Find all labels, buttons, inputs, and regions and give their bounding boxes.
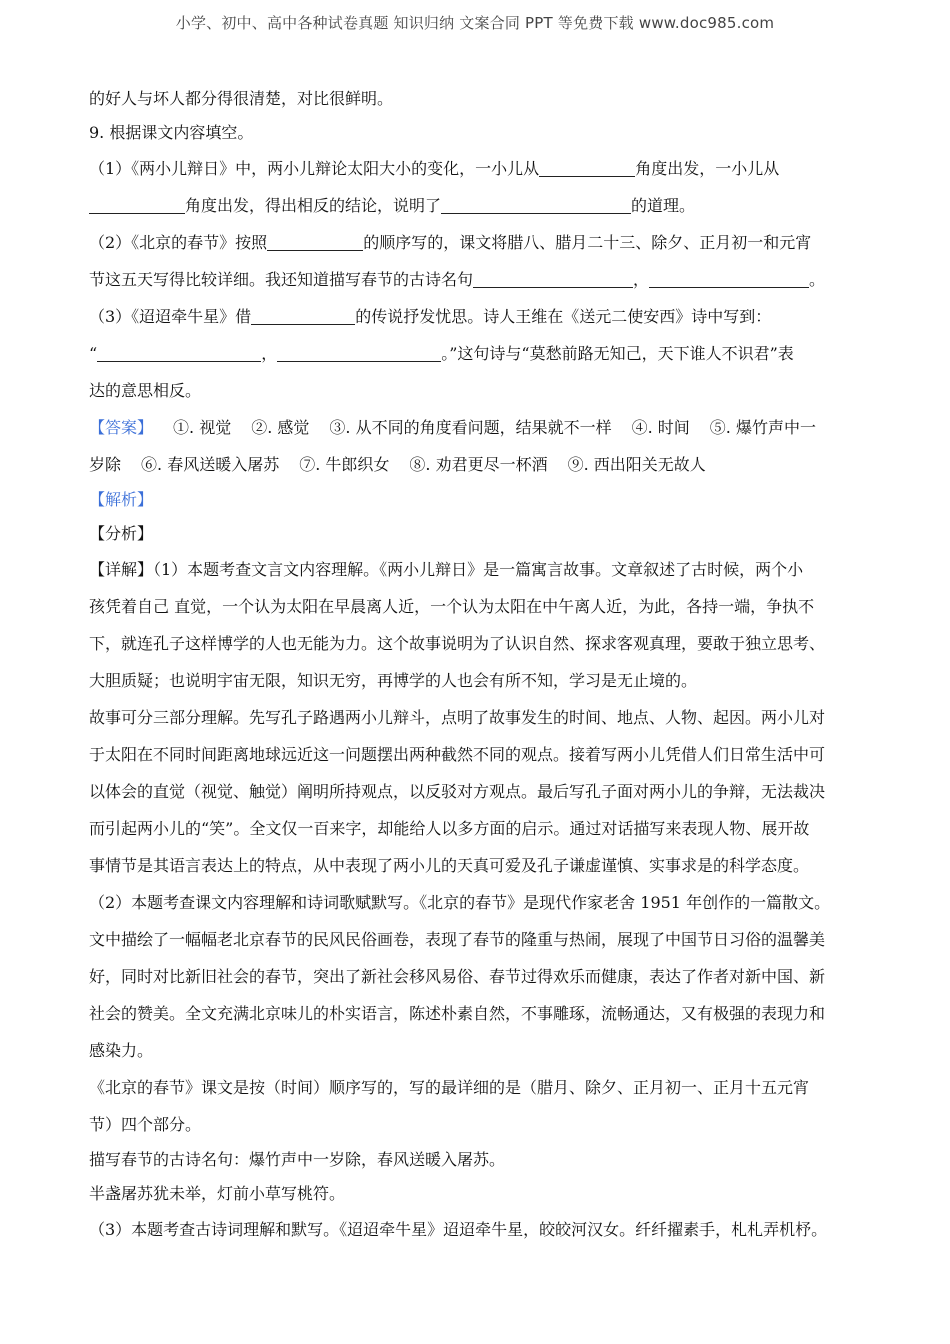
analysis-tag: 【解析】 [89,490,154,509]
text-line: 而引起两小儿的“笑”。全文仅一百来字，却能给人以多方面的启示。通过对话描写来表现人物、展开故 [89,819,810,838]
fill-blank [97,339,261,362]
text-line: 好，同时对比新旧社会的春节，突出了新社会移风易俗、春节过得欢乐而健康，表达了作者对新中国、新 [89,967,826,986]
text-segment: （3）《迢迢牵牛星》借 [89,307,252,326]
answer-item: ③. 从不同的角度看问题，结果就不一样 [329,418,612,437]
answer-line [89,446,864,483]
answer-item: ②. 感觉 [251,418,310,437]
answer-item: ⑨. 西出阳关无故人 [567,455,706,474]
text-segment: 节这五天写得比较详细。我还知道描写春节的古诗名句 [89,270,474,289]
fill-blank [251,302,355,325]
text-line: （3）本题考查古诗词理解和默写。《迢迢牵牛星》迢迢牵牛星，皎皎河汉女。纤纤擢素手，札札弄机杼。 [89,1220,828,1239]
question-line [89,187,864,224]
text-line: 半盏屠苏犹未举，灯前小草写桃符。 [89,1184,346,1203]
text-line: 《北京的春节》课文是按（时间）顺序写的，写的最详细的是（腊月、除夕、正月初一、正月十五元宵 [89,1078,810,1097]
fill-blank [441,191,631,214]
answer-item: ①. 视觉 [173,418,232,437]
answer-item: ⑤. 爆竹声中一 [709,418,816,437]
text-line: 的好人与坏人都分得很清楚，对比很鲜明。 [89,89,394,108]
text-segment: 角度出发，得出相反的结论，说明了 [185,196,442,215]
text-segment: 的道理。 [631,196,696,215]
question-line [89,335,864,372]
answer-item: 岁除 [89,455,122,474]
text-segment: 的传说抒发忧思。诗人王维在《送元二使安西》诗中写到： [355,307,772,326]
question-line [89,298,864,335]
text-segment: （1）《两小儿辩日》中，两小儿辩论太阳大小的变化，一小儿从 [89,159,540,178]
text-segment: ， [261,344,278,363]
text-line: 【详解】（1）本题考查文言文内容理解。《两小儿辩日》是一篇寓言故事。文章叙述了古时候，两个小 [89,560,804,579]
text-line: 达的意思相反。 [89,381,202,400]
text-line: 描写春节的古诗名句：爆竹声中一岁除，春风送暖入屠苏。 [89,1150,506,1169]
fill-blank [89,191,185,214]
question-line [89,224,864,261]
text-segment: （2）《北京的春节》按照 [89,233,268,252]
fill-blank [539,154,635,177]
text-line: 下，就连孔子这样博学的人也无能为力。这个故事说明为了认识自然、探求客观真理，要敢于独立思考、 [89,634,826,653]
question-line [89,261,864,298]
answer-item: ⑥. 春风送暖入屠苏 [141,455,280,474]
question-title: 9. 根据课文内容填空。 [89,123,254,142]
page-header-watermark: 小学、初中、高中各种试卷真题 知识归纳 文案合同 PPT 等免费下载 www.doc985.com [175,14,775,32]
text-line: 大胆质疑；也说明宇宙无限，知识无穷，再博学的人也会有所不知，学习是无止境的。 [89,671,698,690]
fill-blank [277,339,441,362]
question-line [89,150,864,187]
answer-tag: 【答案】 [89,418,154,437]
fill-blank [649,265,809,288]
text-line: 节）四个部分。 [89,1115,202,1134]
text-line: 事情节是其语言表达上的特点，从中表现了两小儿的天真可爱及孔子谦虚谨慎、实事求是的科学态度。 [89,856,810,875]
text-segment: 的顺序写的，课文将腊八、腊月二十三、除夕、正月初一和元宵 [363,233,812,252]
text-segment: 角度出发，一小儿从 [635,159,780,178]
text-segment: ， [633,270,650,289]
text-segment: 。 [809,270,826,289]
text-line: 故事可分三部分理解。先写孔子路遇两小儿辩斗，点明了故事发生的时间、地点、人物、起因。两小儿对 [89,708,826,727]
text-line: 感染力。 [89,1041,154,1060]
answer-item: ⑧. 劝君更尽一杯酒 [409,455,548,474]
answer-item: ⑦. 牛郎织女 [299,455,390,474]
text-segment: “ [89,344,98,363]
fill-blank [473,265,633,288]
analysis-heading: 【分析】 [89,524,154,543]
answer-line [89,409,864,446]
document-body [89,82,864,1248]
text-line: 文中描绘了一幅幅老北京春节的民风民俗画卷，表现了春节的隆重与热闹，展现了中国节日习俗的温馨美 [89,930,826,949]
text-line: 以体会的直觉（视觉、触觉）阐明所持观点，以反驳对方观点。最后写孔子面对两小儿的争辩，无法裁决 [89,782,826,801]
text-line: 孩凭着自己 直觉，一个认为太阳在早晨离人近，一个认为太阳在中午离人近，为此，各持一端，争执不 [89,597,815,616]
text-segment: 。”这句诗与“莫愁前路无知己，天下谁人不识君”表 [441,344,794,363]
text-line: （2）本题考查课文内容理解和诗词歌赋默写。《北京的春节》是现代作家老舍 1951 年创作的一篇散文。 [89,893,831,912]
text-line: 社会的赞美。全文充满北京味儿的朴实语言，陈述朴素自然，不事雕琢，流畅通达，又有极强的表现力和 [89,1004,826,1023]
text-line: 于太阳在不同时间距离地球远近这一问题摆出两种截然不同的观点。接着写两小儿凭借人们日常生活中可 [89,745,826,764]
fill-blank [267,228,363,251]
answer-item: ④. 时间 [631,418,690,437]
